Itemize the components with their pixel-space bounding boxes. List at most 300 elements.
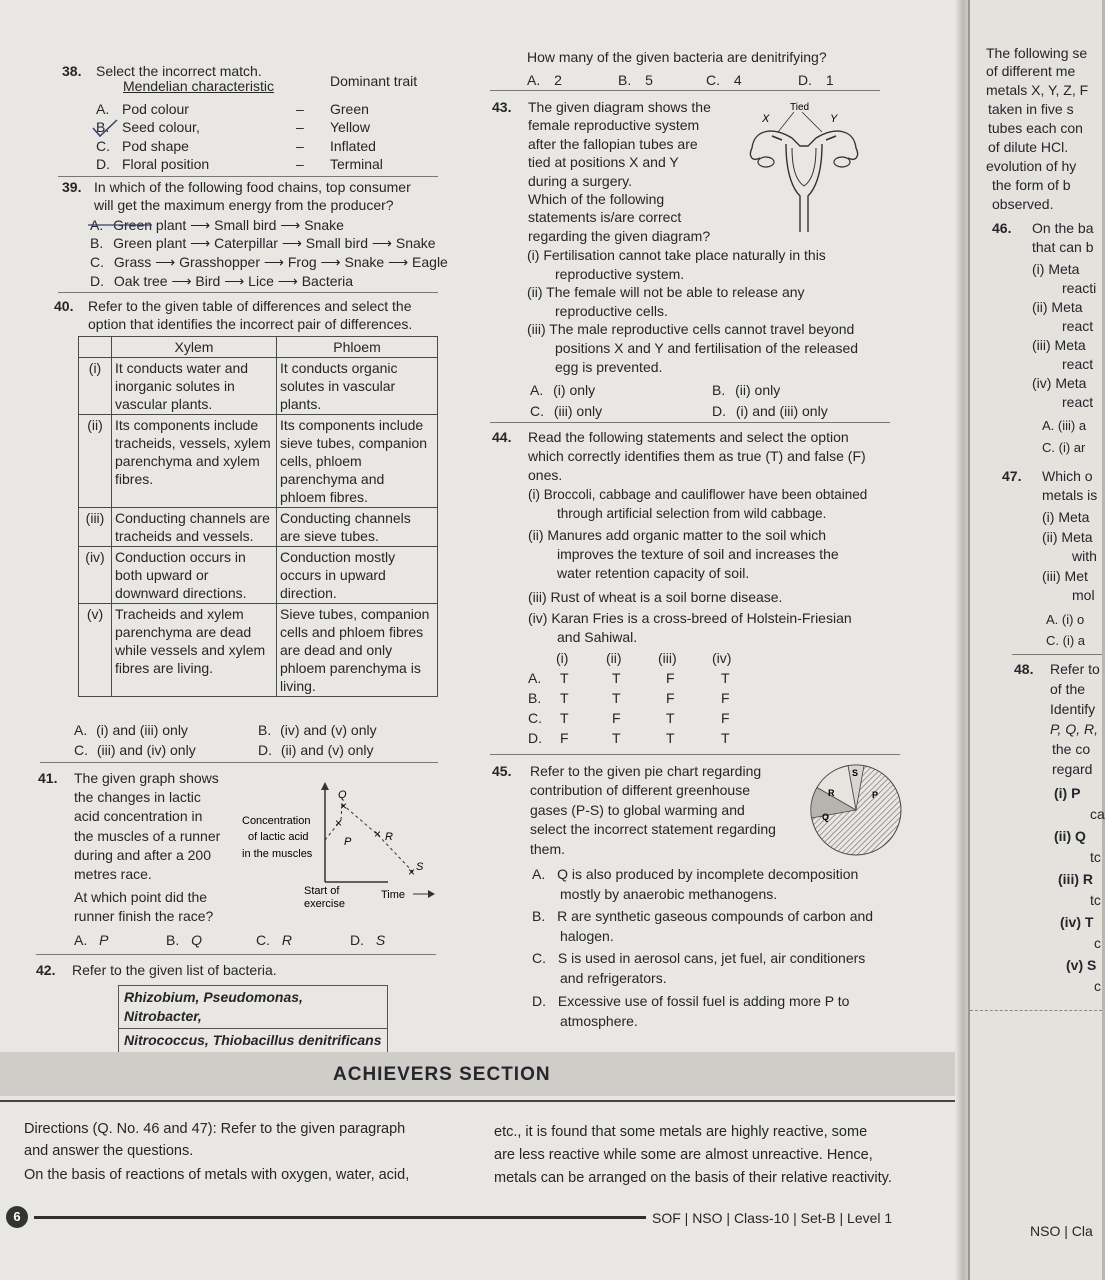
grid-cell: T	[666, 730, 675, 746]
option-text: (iv) and (v) only	[280, 722, 377, 738]
stem-line: acid concentration in	[74, 808, 203, 825]
partial-text-line: c	[1094, 935, 1101, 951]
option-text: (iii) and (iv) only	[96, 742, 196, 758]
question-stem: Select the incorrect match.	[96, 63, 262, 79]
grid-cell: T	[612, 690, 621, 706]
partial-text-line: tubes each con	[988, 120, 1083, 136]
q40-option-a[interactable]	[74, 721, 188, 739]
lactic-acid-graph	[238, 780, 443, 915]
table-row	[79, 415, 438, 508]
option-letter: C.	[532, 950, 546, 966]
grid-header: (i)	[556, 650, 569, 666]
option-text-line: mostly by anaerobic methanogens.	[560, 885, 778, 902]
partial-text-line: the co	[1052, 741, 1091, 757]
grid-cell: T	[721, 670, 730, 686]
option-letter: C.	[528, 710, 542, 726]
option-letter: B.	[166, 932, 180, 948]
partial-text-line[interactable]: C. (i) ar	[1042, 440, 1086, 455]
partial-text-line: of different me	[986, 63, 1076, 79]
bacteria-list-box	[118, 985, 388, 1053]
option-trait: Yellow	[330, 119, 370, 135]
grid-header: (ii)	[606, 650, 622, 666]
q44-option-d[interactable]	[528, 730, 748, 748]
question-number: 42.	[36, 962, 56, 978]
dash: –	[296, 156, 304, 172]
tied-label: Tied	[790, 102, 810, 113]
phloem-cell: Its components include sieve tubes, companion cells, phloem parenchyma and phloem fibres.	[277, 415, 438, 508]
partial-text-line: ca	[1090, 806, 1105, 822]
option-characteristic: Floral position	[122, 156, 210, 172]
question-number: 39.	[62, 179, 82, 195]
option-letter: D.	[798, 72, 812, 88]
statement-line: water retention capacity of soil.	[557, 565, 750, 581]
stem-line: them.	[530, 840, 566, 857]
partial-text-line: with	[1072, 548, 1097, 564]
partial-text-line: react	[1062, 394, 1094, 410]
partial-text-line: Identify	[1050, 701, 1096, 717]
q40-option-d[interactable]	[258, 741, 373, 759]
option-letter: C.	[90, 254, 104, 270]
option-letter: C.	[96, 138, 110, 154]
directions-line: are less reactive while some are almost unreactive. Hence,	[494, 1147, 873, 1163]
slice-p-label: P	[872, 790, 879, 800]
directions-left	[24, 1118, 409, 1186]
q45-option-c[interactable]	[532, 949, 865, 988]
q43-option-b[interactable]	[712, 381, 780, 399]
pen-tick-mark	[86, 218, 156, 232]
xylem-cell: Conducting channels are tracheids and vessels.	[112, 508, 277, 547]
option-letter: B.	[258, 722, 272, 738]
q43-option-a[interactable]	[530, 381, 595, 399]
option-characteristic: Seed colour,	[122, 119, 200, 135]
option-text: 2	[554, 72, 562, 88]
q42-option-d[interactable]	[798, 71, 834, 89]
stem-line: the changes in lactic	[74, 789, 201, 806]
option-text: (i) and (iii) only	[735, 403, 828, 419]
statement-line: egg is prevented.	[555, 359, 663, 375]
q38-row-c	[96, 137, 456, 156]
pen-tick-mark	[90, 118, 120, 140]
xylem-phloem-table	[78, 336, 438, 697]
option-letter: D.	[350, 932, 364, 948]
partial-text-line: metals X, Y, Z, F	[986, 82, 1089, 98]
partial-text-line: regard	[1052, 761, 1093, 777]
column-header-phloem: Phloem	[277, 337, 438, 358]
option-text: 5	[645, 72, 653, 88]
grid-cell: F	[721, 690, 730, 706]
row-number: (iv)	[79, 547, 112, 604]
table-corner	[79, 337, 112, 358]
grid-header: (iv)	[712, 650, 732, 666]
divider	[490, 754, 900, 755]
option-text: 1	[825, 72, 834, 88]
question-number: 48.	[1014, 661, 1034, 677]
option-letter: A.	[74, 932, 88, 948]
option-letter: D.	[712, 403, 726, 419]
q44-option-a[interactable]	[528, 670, 748, 688]
question-page-right-partial	[968, 0, 1105, 1280]
q38-row-d	[96, 155, 456, 174]
option-characteristic: Pod shape	[122, 138, 189, 154]
statement-line: reproductive system.	[555, 266, 685, 282]
partial-text-line: P, Q, R,	[1050, 721, 1098, 737]
grid-cell: F	[666, 670, 675, 686]
divider	[36, 954, 436, 955]
slice-r-label: R	[828, 788, 835, 798]
partial-text-line: taken in five s	[988, 101, 1074, 117]
grid-cell: T	[612, 670, 621, 686]
stem-line: contribution of different greenhouse	[530, 782, 751, 799]
stem-line: which correctly identifies them as true (T) and false (F)	[528, 448, 866, 464]
option-letter: C.	[256, 932, 270, 948]
partial-text-line: metals is	[1042, 487, 1098, 503]
option-letter: B.	[96, 119, 110, 135]
grid-cell: F	[612, 710, 621, 726]
option-text: (ii) only	[735, 382, 781, 398]
point-q-marker: ×	[340, 799, 348, 813]
option-letter: C.	[530, 403, 544, 419]
partial-text-line: (iv) Meta	[1032, 375, 1087, 391]
stem-line: gases (P-S) to global warming and	[530, 801, 745, 818]
dash: –	[296, 101, 304, 117]
statement-line: reproductive cells.	[555, 303, 668, 319]
question-stem-line: Refer to the given table of differences and select the	[88, 298, 412, 314]
q41-option-d[interactable]	[350, 931, 385, 949]
option-trait: Inflated	[330, 138, 376, 154]
q39-option-d[interactable]	[90, 272, 353, 290]
achievers-section-banner	[0, 1052, 968, 1096]
q40-option-c[interactable]	[74, 741, 196, 759]
partial-text-line: tc	[1090, 892, 1101, 908]
q43-option-d[interactable]	[712, 402, 828, 420]
option-letter: D.	[528, 730, 542, 746]
q39-option-c[interactable]	[90, 253, 448, 271]
phloem-cell: Conduction mostly occurs in upward direction.	[277, 547, 438, 604]
question-number: 47.	[1002, 468, 1022, 484]
q45-option-d[interactable]	[532, 992, 849, 1031]
q39-option-b[interactable]	[90, 234, 436, 252]
partial-text-line: reacti	[1062, 280, 1097, 296]
q42-option-b[interactable]	[618, 71, 653, 89]
section-title: ACHIEVERS SECTION	[333, 1064, 551, 1085]
option-letter: D.	[96, 156, 110, 172]
option-text: Q	[191, 932, 203, 948]
footer-text: NSO | Cla	[1030, 1223, 1093, 1239]
stem-line: The given diagram shows the	[528, 99, 711, 115]
option-letter: A.	[96, 101, 110, 117]
divider	[490, 90, 880, 91]
partial-text-line: (i) P	[1054, 785, 1081, 801]
statement-line: (ii) Manures add organic matter to the soil which	[528, 527, 827, 543]
divider	[58, 292, 438, 293]
partial-text-line: react	[1062, 356, 1094, 372]
table-row	[79, 604, 438, 697]
table-row	[79, 358, 438, 415]
divider	[40, 762, 438, 763]
statement-line: positions X and Y and fertilisation of the released	[555, 340, 859, 356]
option-characteristic: Pod colour	[122, 101, 189, 117]
row-number: (i)	[79, 358, 112, 415]
partial-text-line[interactable]: A. (iii) a	[1042, 418, 1087, 433]
option-text-line: halogen.	[560, 927, 614, 944]
option-letter: D.	[90, 273, 104, 289]
option-letter: B.	[532, 908, 546, 924]
partial-text-line: that can b	[1032, 239, 1094, 255]
question-number: 40.	[54, 298, 74, 314]
question-stem: Refer to the given list of bacteria.	[72, 962, 277, 978]
option-text: Green plant ⟶ Caterpillar ⟶ Small bird ⟶ Snake	[113, 235, 436, 251]
statement-line: (iii) The male reproductive cells cannot travel beyond	[527, 321, 855, 337]
option-letter: A.	[90, 217, 104, 233]
divider	[1012, 654, 1102, 655]
directions-right	[494, 1121, 892, 1190]
partial-text-line: mol	[1072, 587, 1095, 603]
option-text: R are synthetic gaseous compounds of carbon and	[557, 908, 874, 924]
option-trait: Green	[330, 101, 369, 117]
stem-line: The given graph shows	[74, 770, 219, 786]
option-letter: D.	[258, 742, 272, 758]
option-text: (ii) and (v) only	[280, 742, 374, 758]
q42-continued-stem: How many of the given bacteria are denitrifying?	[527, 49, 827, 65]
statement-line: improves the texture of soil and increases the	[557, 546, 839, 562]
option-letter: A.	[532, 866, 546, 882]
point-r-marker: ×	[374, 827, 382, 841]
stem-line: during and after a 200	[74, 846, 211, 863]
option-letter: C.	[74, 742, 88, 758]
option-letter: A.	[527, 72, 541, 88]
partial-text-line[interactable]: A. (i) o	[1046, 612, 1085, 627]
point-q-label: Q	[338, 789, 347, 801]
q44-statement-ii	[528, 526, 839, 583]
option-letter: D.	[532, 993, 546, 1009]
xylem-cell: Conduction occurs in both upward or downward directions.	[112, 547, 277, 604]
dash: –	[296, 119, 304, 135]
stem-line: regarding the given diagram?	[528, 227, 711, 244]
partial-text-line: Which o	[1042, 468, 1093, 484]
x-axis-time-label: Time	[381, 889, 406, 901]
q43-option-c[interactable]	[530, 402, 602, 420]
footer-rule	[34, 1216, 646, 1219]
partial-text-line: c	[1094, 978, 1101, 994]
option-trait: Terminal	[330, 156, 383, 172]
question-stem	[528, 98, 711, 245]
option-letter: A.	[74, 722, 88, 738]
bacteria-list-line: Rhizobium, Pseudomonas, Nitrobacter,	[124, 989, 303, 1024]
stem-line: metres race.	[74, 866, 152, 883]
point-s-marker: ×	[408, 865, 416, 879]
question-stem-line: In which of the following food chains, top consumer	[94, 179, 411, 195]
q43-statement-i	[527, 246, 826, 284]
partial-text-line: evolution of hy	[986, 158, 1077, 174]
question-stem	[74, 769, 220, 927]
q44-option-c[interactable]	[528, 710, 748, 728]
stem-line: runner finish the race?	[74, 908, 214, 925]
partial-text-line: (ii) Meta	[1032, 299, 1083, 315]
grid-cell: T	[721, 730, 730, 746]
q43-statement-ii	[527, 283, 805, 321]
point-p-marker: ×	[335, 816, 343, 830]
q43-statement-iii	[527, 320, 858, 377]
option-text: S is used in aerosol cans, jet fuel, air conditioners	[557, 950, 866, 966]
stem-line: during a surgery.	[528, 172, 633, 189]
stem-line: At which point did the	[74, 889, 208, 906]
grid-cell: F	[721, 710, 730, 726]
q38-row-a	[96, 100, 456, 119]
x-axis-start-label: exercise	[304, 898, 345, 910]
partial-text-line: of dilute HCl.	[988, 139, 1069, 155]
question-stem-line: option that identifies the incorrect pair of differences.	[88, 316, 413, 332]
stem-line: female reproductive system	[528, 117, 700, 134]
grid-cell: T	[560, 690, 569, 706]
partial-text-line: (i) Meta	[1032, 261, 1080, 277]
q38-col-header-2: Dominant trait	[330, 73, 418, 89]
partial-text-line: observed.	[992, 196, 1054, 212]
row-number: (iii)	[79, 508, 112, 547]
grid-header: (iii)	[658, 650, 677, 666]
q41-option-a[interactable]	[74, 931, 108, 949]
page-number: 6	[6, 1206, 28, 1228]
q44-statement-iii: (iii) Rust of wheat is a soil borne disease.	[528, 589, 783, 605]
directions-line: metals can be arranged on the basis of their relative reactivity.	[494, 1170, 892, 1186]
option-text: P	[99, 932, 109, 948]
y-axis-label-line: of lactic acid	[248, 831, 309, 843]
statement-line: (i) Fertilisation cannot take place naturally in this	[527, 247, 826, 263]
q42-option-a[interactable]	[527, 71, 562, 89]
stem-line: Refer to the given pie chart regarding	[530, 763, 762, 779]
y-axis-label-line: in the muscles	[242, 848, 313, 860]
partial-text-line: (v) S	[1066, 957, 1097, 973]
option-text-line: atmosphere.	[560, 1012, 638, 1029]
partial-text-line: of the	[1050, 681, 1086, 697]
q45-option-a[interactable]	[532, 865, 858, 904]
grid-cell: T	[560, 670, 569, 686]
option-text: R	[281, 932, 293, 948]
option-text: (i) and (iii) only	[96, 722, 188, 738]
y-axis-label-line: Concentration	[242, 815, 311, 827]
stem-line: after the fallopian tubes are	[528, 135, 698, 152]
divider	[970, 1010, 1102, 1012]
position-x-label: X	[762, 113, 770, 125]
partial-text-line: (iv) T	[1060, 914, 1094, 930]
question-number: 38.	[62, 63, 82, 79]
question-number: 41.	[38, 770, 58, 786]
partial-text-line: the form of b	[992, 177, 1071, 193]
grid-cell: T	[612, 730, 621, 746]
statement-line: (ii) The female will not be able to release any	[527, 284, 805, 300]
point-r-label: R	[385, 831, 393, 843]
stem-line: ones.	[528, 467, 563, 483]
slice-s-label: S	[852, 768, 859, 778]
point-s-label: S	[416, 861, 424, 873]
column-header-xylem: Xylem	[112, 337, 277, 358]
partial-text-line: On the ba	[1032, 220, 1094, 236]
partial-text-line: react	[1062, 318, 1094, 334]
option-text: S	[375, 932, 386, 948]
table-row	[79, 508, 438, 547]
xylem-cell: Tracheids and xylem parenchyma are dead while vessels and xylem fibres are living.	[112, 604, 277, 697]
question-stem-line: will get the maximum energy from the producer?	[94, 197, 394, 213]
option-letter: B.	[90, 235, 104, 251]
stem-line: select the incorrect statement regarding	[530, 821, 776, 838]
option-letter: B.	[712, 382, 726, 398]
q42-option-c[interactable]	[706, 71, 742, 89]
q40-option-b[interactable]	[258, 721, 377, 739]
question-number: 43.	[492, 99, 512, 115]
q44-statement-i	[528, 485, 867, 523]
xylem-cell: Its components include tracheids, vessels, xylem parenchyma and xylem fibres.	[112, 415, 277, 508]
divider	[490, 422, 890, 423]
phloem-cell: It conducts organic solutes in vascular plants.	[277, 358, 438, 415]
option-text: Green plant ⟶ Small bird ⟶ Snake	[113, 217, 344, 233]
grid-cell: F	[666, 690, 675, 706]
partial-text-line[interactable]: C. (i) a	[1046, 633, 1085, 648]
female-reproductive-system-diagram	[742, 96, 882, 238]
question-stem	[528, 428, 866, 485]
q44-answer-grid	[528, 650, 768, 750]
question-number: 46.	[992, 220, 1012, 236]
q41-option-b[interactable]	[166, 931, 202, 949]
stem-line: tied at positions X and Y	[528, 154, 679, 171]
option-letter: B.	[618, 72, 632, 88]
directions-line: and answer the questions.	[24, 1143, 194, 1159]
stem-line: Which of the following	[528, 191, 665, 208]
directions-line: On the basis of reactions of metals with oxygen, water, acid,	[24, 1167, 410, 1183]
bacteria-list-line: Nitrococcus, Thiobacillus denitrificans	[119, 1028, 387, 1052]
slice-q-label: Q	[822, 812, 830, 822]
greenhouse-gas-pie-chart	[808, 762, 904, 858]
x-axis-start-label: Start of	[304, 885, 340, 897]
stem-line: the muscles of a runner	[74, 827, 221, 844]
divider	[58, 176, 438, 177]
option-text: (i) only	[553, 382, 596, 398]
option-text: Oak tree ⟶ Bird ⟶ Lice ⟶ Bacteria	[113, 273, 354, 289]
position-y-label: Y	[830, 113, 838, 125]
grid-cell: T	[666, 710, 675, 726]
q38-row-b	[96, 118, 456, 137]
option-letter: A.	[530, 382, 544, 398]
partial-text-line: tc	[1090, 849, 1101, 865]
option-letter: A.	[528, 670, 542, 686]
phloem-cell: Sieve tubes, companion cells and phloem fibres are dead and only phloem parenchyma is living.	[277, 604, 438, 697]
option-text: (iii) only	[553, 403, 603, 419]
partial-text-line: (ii) Meta	[1042, 529, 1093, 545]
partial-text-line: (iii) R	[1058, 871, 1093, 887]
phloem-cell: Conducting channels are sieve tubes.	[277, 508, 438, 547]
q45-option-b[interactable]	[532, 907, 873, 946]
grid-cell: T	[560, 710, 569, 726]
option-letter: B.	[528, 690, 542, 706]
grid-cell: F	[560, 730, 569, 746]
option-text: Grass ⟶ Grasshopper ⟶ Frog ⟶ Snake ⟶ Eagle	[113, 254, 448, 270]
question-stem	[530, 762, 776, 859]
footer-text: SOF | NSO | Class-10 | Set-B | Level 1	[652, 1210, 893, 1226]
q44-option-b[interactable]	[528, 690, 748, 708]
point-p-label: P	[344, 836, 352, 848]
question-number: 45.	[492, 763, 512, 779]
q41-option-c[interactable]	[256, 931, 292, 949]
partial-text-line: (ii) Q	[1054, 828, 1086, 844]
stem-line: statements is/are correct	[528, 209, 682, 226]
q38-col-header-1: Mendelian characteristic	[123, 78, 274, 94]
option-text: Excessive use of fossil fuel is adding more P to	[557, 993, 850, 1009]
partial-text-line: (iii) Met	[1042, 568, 1088, 584]
option-text-line: and refrigerators.	[560, 969, 667, 986]
statement-line: and Sahiwal.	[557, 629, 638, 645]
dash: –	[296, 138, 304, 154]
stem-line: Read the following statements and select the option	[528, 429, 849, 445]
partial-text-line: (i) Meta	[1042, 509, 1090, 525]
directions-line: etc., it is found that some metals are highly reactive, some	[494, 1124, 868, 1140]
